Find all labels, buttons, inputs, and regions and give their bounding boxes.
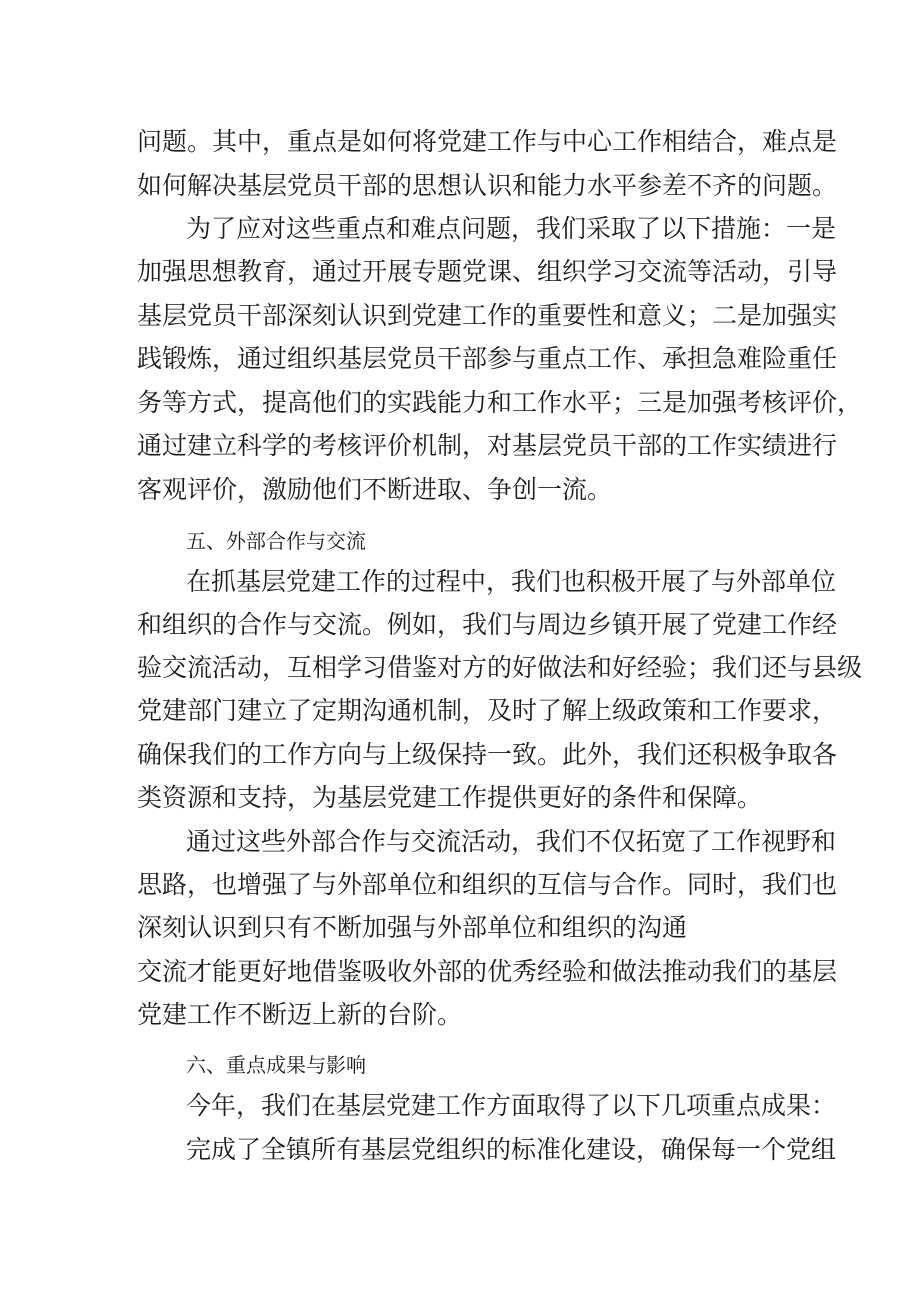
text-line: 类资源和支持，为基层党建工作提供更好的条件和保障。 xyxy=(137,783,763,812)
paragraph-first-line: 完成了全镇所有基层党组织的标准化建设，确保每一个党组 xyxy=(186,1135,837,1164)
text-line: 和组织的合作与交流。例如，我们与周边乡镇开展了党建工作经 xyxy=(137,610,838,639)
text-line: 交流才能更好地借鉴吸收外部的优秀经验和做法推动我们的基层 xyxy=(137,957,838,986)
text-line: 通过建立科学的考核评价机制，对基层党员干部的工作实绩进行 xyxy=(137,431,838,460)
text-line: 基层党员干部深刻认识到党建工作的重要性和意义；二是加强实 xyxy=(137,301,838,330)
text-line: 问题。其中，重点是如何将党建工作与中心工作相结合，难点是 xyxy=(137,127,838,156)
text-line: 加强思想教育，通过开展专题党课、组织学习交流等活动，引导 xyxy=(137,257,838,286)
text-line: 党建工作不断迈上新的台阶。 xyxy=(137,1000,463,1029)
text-line: 客观评价，激励他们不断进取、争创一流。 xyxy=(137,475,613,504)
text-line: 思路，也增强了与外部单位和组织的互信与合作。同时，我们也 xyxy=(137,870,838,899)
paragraph-first-line: 为了应对这些重点和难点问题，我们采取了以下措施：一是 xyxy=(186,214,837,243)
text-line: 深刻认识到只有不断加强与外部单位和组织的沟通 xyxy=(137,913,688,942)
paragraph-first-line: 在抓基层党建工作的过程中，我们也积极开展了与外部单位 xyxy=(186,567,837,596)
text-line: 确保我们的工作方向与上级保持一致。此外，我们还积极争取各 xyxy=(137,740,838,769)
text-line: 验交流活动，互相学习借鉴对方的好做法和好经验；我们还与县级 xyxy=(137,653,863,682)
text-line: 务等方式，提高他们的实践能力和工作水平；三是加强考核评价， xyxy=(137,388,863,417)
text-line: 党建部门建立了定期沟通机制，及时了解上级政策和工作要求， xyxy=(137,696,838,725)
text-line: 践锻炼，通过组织基层党员干部参与重点工作、承担急难险重任 xyxy=(137,344,838,373)
section-heading-5: 五、外部合作与交流 xyxy=(186,529,366,553)
section-heading-6: 六、重点成果与影响 xyxy=(186,1053,366,1077)
paragraph-first-line: 通过这些外部合作与交流活动，我们不仅拓宽了工作视野和 xyxy=(186,827,837,856)
text-line: 如何解决基层党员干部的思想认识和能力水平参差不齐的问题。 xyxy=(137,171,838,200)
paragraph-first-line: 今年，我们在基层党建工作方面取得了以下几项重点成果： xyxy=(186,1091,837,1120)
